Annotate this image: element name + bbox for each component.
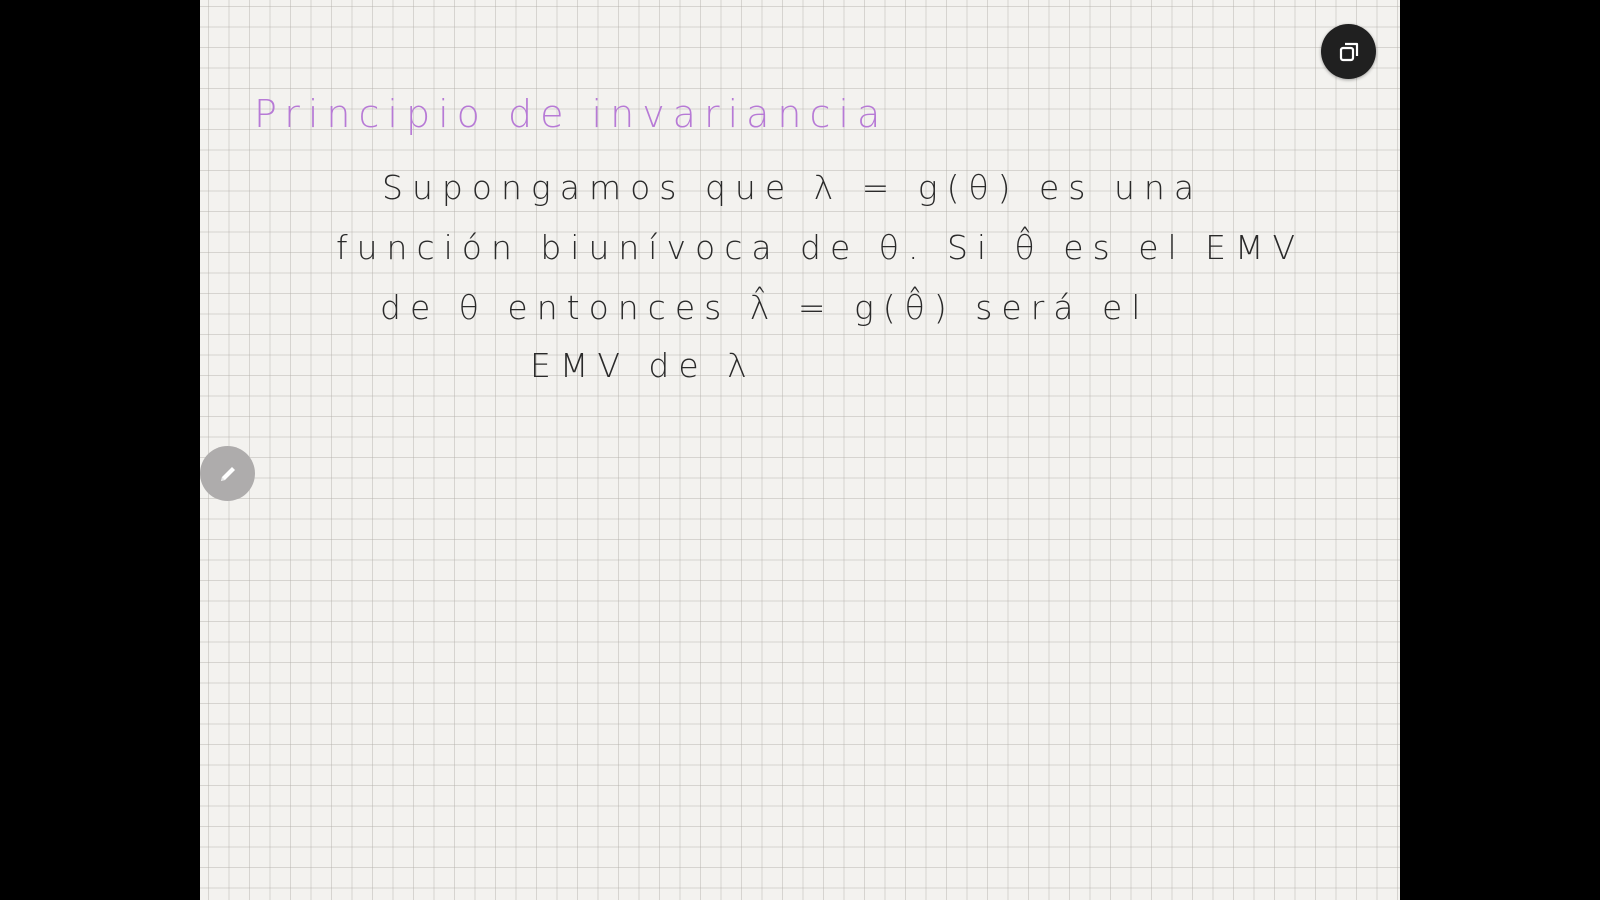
note-line: EMV de λ [530, 346, 756, 385]
note-title: Principio de invariancia [254, 92, 889, 136]
note-line: función biunívoca de θ. Si θ̂ es el EMV [336, 228, 1305, 267]
expand-window-icon [1337, 40, 1361, 64]
pencil-icon [216, 462, 240, 486]
notebook-page[interactable] [200, 0, 1400, 900]
expand-button[interactable] [1321, 24, 1376, 79]
pen-tool-button[interactable] [200, 446, 255, 501]
note-line: de θ entonces λ̂ = g(θ̂) será el [380, 288, 1150, 327]
note-line: Supongamos que λ = g(θ) es una [382, 168, 1204, 207]
